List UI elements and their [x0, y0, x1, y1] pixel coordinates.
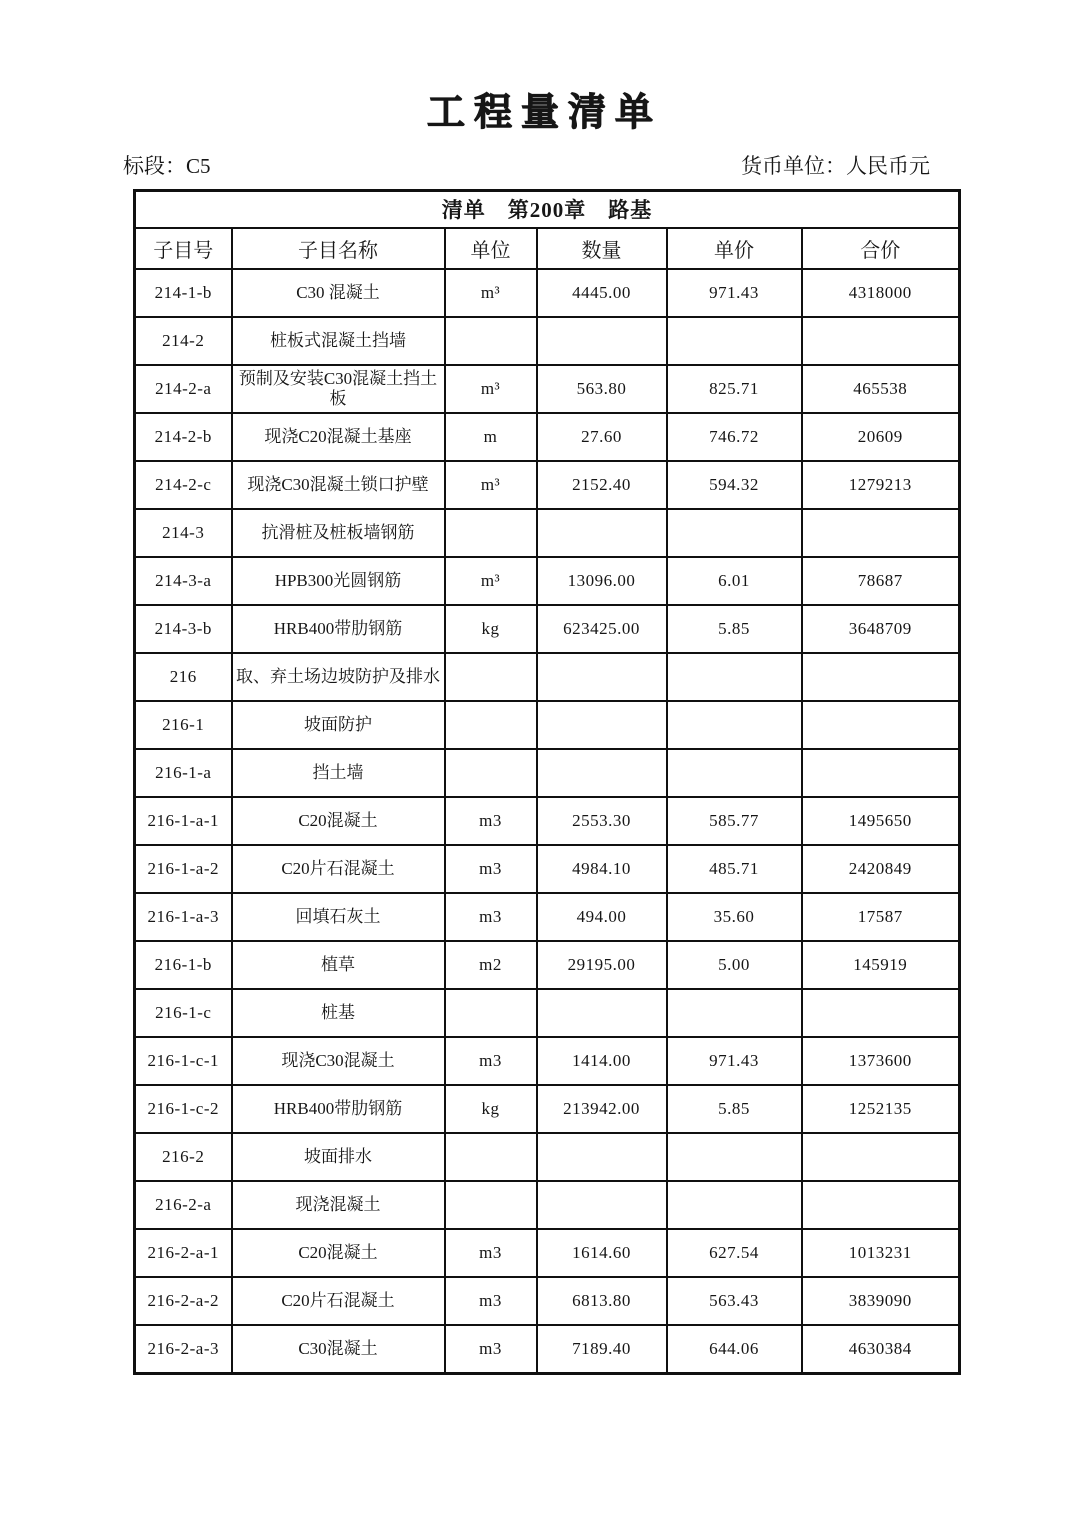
cell-unit: m3 — [445, 1325, 537, 1373]
cell-code: 216-1 — [135, 701, 232, 749]
cell-unit: m³ — [445, 557, 537, 605]
cell-name: 现浇混凝土 — [232, 1181, 445, 1229]
cell-quantity: 13096.00 — [537, 557, 667, 605]
cell-amount: 1279213 — [802, 461, 960, 509]
table-row — [135, 1181, 960, 1229]
cell-code: 214-3-b — [135, 605, 232, 653]
section-label: 标段：C5 — [123, 153, 211, 178]
cell-amount: 145919 — [802, 941, 960, 989]
cell-quantity: 494.00 — [537, 893, 667, 941]
cell-quantity: 213942.00 — [537, 1085, 667, 1133]
table-row — [135, 461, 960, 509]
cell-unit-price: 35.60 — [667, 893, 802, 941]
cell-quantity: 1414.00 — [537, 1037, 667, 1085]
cell-code: 216-1-c — [135, 989, 232, 1037]
cell-amount: 4630384 — [802, 1325, 960, 1373]
cell-amount — [802, 749, 960, 797]
cell-code: 214-2-c — [135, 461, 232, 509]
table-row — [135, 941, 960, 989]
col-header-amount: 合价 — [802, 228, 960, 269]
cell-amount: 2420849 — [802, 845, 960, 893]
table-row — [135, 557, 960, 605]
cell-amount: 1373600 — [802, 1037, 960, 1085]
cell-amount — [802, 701, 960, 749]
cell-quantity: 623425.00 — [537, 605, 667, 653]
col-header-unit: 单位 — [445, 228, 537, 269]
table-row — [135, 605, 960, 653]
cell-unit-price — [667, 1181, 802, 1229]
cell-unit-price: 746.72 — [667, 413, 802, 461]
table-row — [135, 845, 960, 893]
cell-unit: m3 — [445, 1229, 537, 1277]
cell-code: 214-3 — [135, 509, 232, 557]
column-header-row — [135, 228, 960, 269]
cell-amount: 17587 — [802, 893, 960, 941]
cell-unit-price — [667, 989, 802, 1037]
cell-unit: m3 — [445, 1277, 537, 1325]
cell-unit-price — [667, 509, 802, 557]
cell-unit-price: 585.77 — [667, 797, 802, 845]
cell-name: 回填石灰土 — [232, 893, 445, 941]
table-row — [135, 701, 960, 749]
cell-name: 桩板式混凝土挡墙 — [232, 317, 445, 365]
cell-amount: 20609 — [802, 413, 960, 461]
cell-code: 216-1-a — [135, 749, 232, 797]
table-row — [135, 893, 960, 941]
col-header-name: 子目名称 — [232, 228, 445, 269]
cell-unit: m2 — [445, 941, 537, 989]
cell-name: 挡土墙 — [232, 749, 445, 797]
cell-quantity — [537, 749, 667, 797]
cell-code: 214-2-a — [135, 365, 232, 413]
cell-code: 216-2-a-1 — [135, 1229, 232, 1277]
table-row — [135, 1133, 960, 1181]
cell-amount: 1252135 — [802, 1085, 960, 1133]
cell-code: 216-1-c-1 — [135, 1037, 232, 1085]
cell-unit-price — [667, 317, 802, 365]
cell-unit — [445, 509, 537, 557]
cell-name: C20混凝土 — [232, 1229, 445, 1277]
cell-quantity: 563.80 — [537, 365, 667, 413]
cell-unit-price: 644.06 — [667, 1325, 802, 1373]
table-row — [135, 1229, 960, 1277]
cell-amount — [802, 1181, 960, 1229]
cell-unit — [445, 653, 537, 701]
cell-unit: m³ — [445, 269, 537, 317]
cell-unit-price: 971.43 — [667, 269, 802, 317]
cell-amount — [802, 989, 960, 1037]
table-body — [135, 269, 960, 1373]
cell-code: 216-1-a-1 — [135, 797, 232, 845]
cell-code: 216-2-a — [135, 1181, 232, 1229]
cell-unit: m³ — [445, 365, 537, 413]
cell-unit-price: 627.54 — [667, 1229, 802, 1277]
table-row — [135, 509, 960, 557]
cell-quantity — [537, 509, 667, 557]
cell-code: 216-1-a-2 — [135, 845, 232, 893]
cell-quantity: 29195.00 — [537, 941, 667, 989]
cell-code: 216-1-c-2 — [135, 1085, 232, 1133]
table-row — [135, 413, 960, 461]
chapter-header: 清单 第200章 路基 — [135, 190, 960, 228]
cell-name: HRB400带肋钢筋 — [232, 605, 445, 653]
table-row — [135, 1325, 960, 1373]
cell-unit — [445, 317, 537, 365]
cell-quantity — [537, 701, 667, 749]
cell-unit-price — [667, 749, 802, 797]
cell-quantity — [537, 317, 667, 365]
cell-name: 取、弃土场边坡防护及排水 — [232, 653, 445, 701]
cell-unit-price — [667, 701, 802, 749]
table-row — [135, 749, 960, 797]
cell-unit-price: 825.71 — [667, 365, 802, 413]
cell-name: 抗滑桩及桩板墙钢筋 — [232, 509, 445, 557]
cell-name: C20混凝土 — [232, 797, 445, 845]
cell-amount — [802, 653, 960, 701]
table-row — [135, 365, 960, 413]
cell-unit-price — [667, 653, 802, 701]
cell-code: 214-2-b — [135, 413, 232, 461]
cell-quantity: 1614.60 — [537, 1229, 667, 1277]
cell-code: 216-1-a-3 — [135, 893, 232, 941]
cell-name: C30混凝土 — [232, 1325, 445, 1373]
cell-unit: m³ — [445, 461, 537, 509]
cell-amount: 3839090 — [802, 1277, 960, 1325]
cell-unit — [445, 1181, 537, 1229]
currency-unit-label: 货币单位：人民币元 — [741, 153, 930, 178]
cell-quantity: 27.60 — [537, 413, 667, 461]
cell-unit: kg — [445, 1085, 537, 1133]
table-row — [135, 797, 960, 845]
col-header-unit-price: 单价 — [667, 228, 802, 269]
col-header-quantity: 数量 — [537, 228, 667, 269]
cell-unit — [445, 989, 537, 1037]
table-row — [135, 1277, 960, 1325]
cell-code: 216-2 — [135, 1133, 232, 1181]
cell-unit-price: 971.43 — [667, 1037, 802, 1085]
cell-unit: m3 — [445, 1037, 537, 1085]
col-header-code: 子目号 — [135, 228, 232, 269]
cell-unit — [445, 1133, 537, 1181]
cell-name: HRB400带肋钢筋 — [232, 1085, 445, 1133]
cell-name: 现浇C20混凝土基座 — [232, 413, 445, 461]
table-row — [135, 269, 960, 317]
cell-code: 216-2-a-2 — [135, 1277, 232, 1325]
quantities-table — [133, 189, 961, 1375]
cell-unit-price: 5.85 — [667, 1085, 802, 1133]
cell-code: 214-1-b — [135, 269, 232, 317]
meta-row — [123, 152, 930, 180]
cell-unit-price — [667, 1133, 802, 1181]
table-row — [135, 653, 960, 701]
chapter-header-row — [135, 190, 960, 228]
cell-quantity — [537, 653, 667, 701]
cell-quantity — [537, 1133, 667, 1181]
cell-code: 216-2-a-3 — [135, 1325, 232, 1373]
cell-code: 216 — [135, 653, 232, 701]
table-row — [135, 989, 960, 1037]
cell-name: 植草 — [232, 941, 445, 989]
cell-amount — [802, 1133, 960, 1181]
cell-unit: m3 — [445, 845, 537, 893]
cell-unit: m3 — [445, 797, 537, 845]
cell-unit: m3 — [445, 893, 537, 941]
cell-amount: 465538 — [802, 365, 960, 413]
document-title: 工程量清单 — [426, 92, 662, 134]
cell-unit-price: 485.71 — [667, 845, 802, 893]
table-row — [135, 1037, 960, 1085]
cell-unit: m — [445, 413, 537, 461]
cell-code: 216-1-b — [135, 941, 232, 989]
cell-code: 214-3-a — [135, 557, 232, 605]
cell-unit-price: 594.32 — [667, 461, 802, 509]
cell-amount: 3648709 — [802, 605, 960, 653]
cell-amount: 78687 — [802, 557, 960, 605]
table-row — [135, 1085, 960, 1133]
cell-code: 214-2 — [135, 317, 232, 365]
cell-amount: 1495650 — [802, 797, 960, 845]
cell-name: 坡面排水 — [232, 1133, 445, 1181]
cell-quantity: 4445.00 — [537, 269, 667, 317]
cell-name: C20片石混凝土 — [232, 1277, 445, 1325]
cell-unit — [445, 701, 537, 749]
cell-amount — [802, 509, 960, 557]
table-row — [135, 317, 960, 365]
cell-quantity: 2152.40 — [537, 461, 667, 509]
cell-name: 桩基 — [232, 989, 445, 1037]
cell-name: 预制及安装C30混凝土挡土板 — [232, 365, 445, 413]
cell-quantity — [537, 989, 667, 1037]
cell-amount: 1013231 — [802, 1229, 960, 1277]
cell-name: HPB300光圆钢筋 — [232, 557, 445, 605]
cell-name: 现浇C30混凝土锁口护壁 — [232, 461, 445, 509]
cell-name: C30 混凝土 — [232, 269, 445, 317]
cell-quantity — [537, 1181, 667, 1229]
cell-unit-price: 563.43 — [667, 1277, 802, 1325]
cell-quantity: 2553.30 — [537, 797, 667, 845]
cell-unit-price: 5.85 — [667, 605, 802, 653]
cell-unit: kg — [445, 605, 537, 653]
cell-unit-price: 5.00 — [667, 941, 802, 989]
cell-amount — [802, 317, 960, 365]
cell-name: 现浇C30混凝土 — [232, 1037, 445, 1085]
cell-unit — [445, 749, 537, 797]
cell-name: 坡面防护 — [232, 701, 445, 749]
cell-unit-price: 6.01 — [667, 557, 802, 605]
cell-name: C20片石混凝土 — [232, 845, 445, 893]
cell-amount: 4318000 — [802, 269, 960, 317]
cell-quantity: 4984.10 — [537, 845, 667, 893]
cell-quantity: 6813.80 — [537, 1277, 667, 1325]
cell-quantity: 7189.40 — [537, 1325, 667, 1373]
